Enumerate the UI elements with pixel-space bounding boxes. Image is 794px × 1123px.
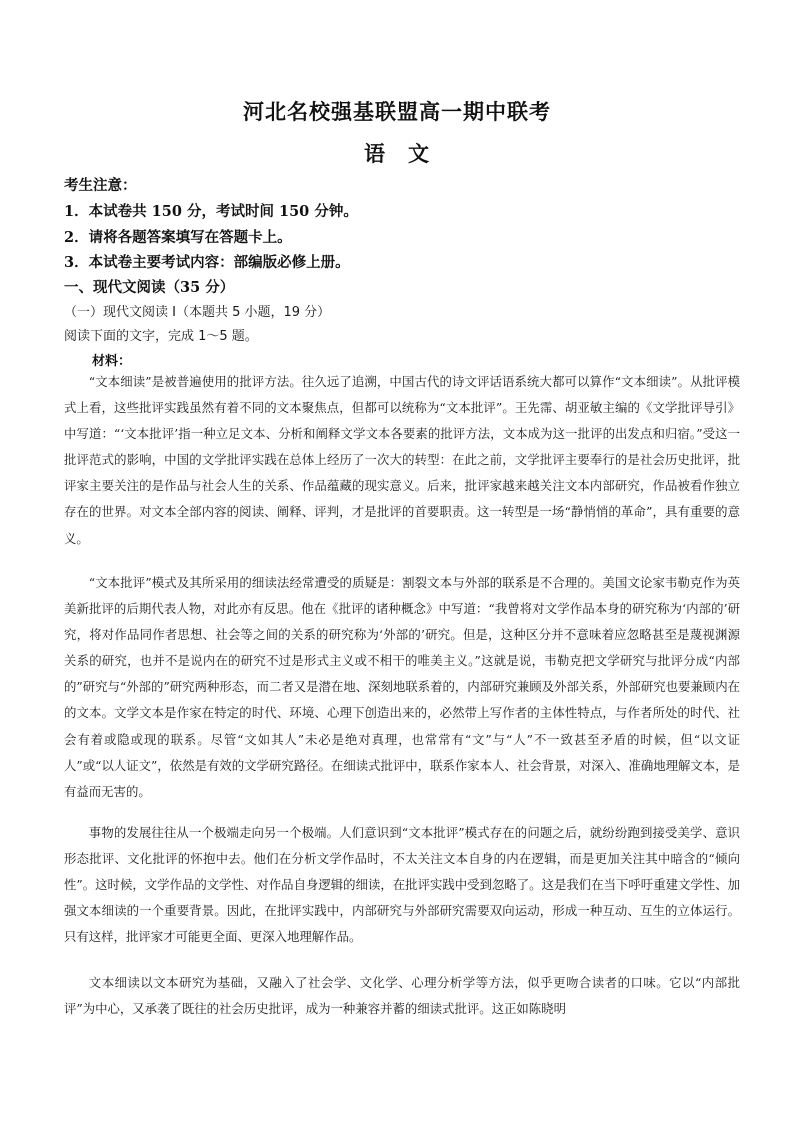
reading-instruction: 阅读下面的文字，完成 1～5 题。 — [64, 329, 258, 344]
paragraph-1: “文本细读”是被普遍使用的批评方法。往久远了追溯，中国古代的诗文评话语系统大都可以算作“文本细读”。从批评模式上看，这些批评实践虽然有着不同的文本聚焦点，但都可以统称为“文本批评”。王先霈、胡亚敏主编的《文学批评导引》中写道：“‘文本批评’指一种立足文本、分析和阐释文学文本各要素的批评方法，文本成为这一批评的出发点和归宿。”受这一批评范式的影响，中国的文学批评实践在总体上经历了一次大的转型：在此之前，文学批评主要奉行的是社会历史批评，批评家主要关注的是作品与社会人生的关系、作品蕴藏的现实意义。后来，批评家越来越关注文本内部研究，作品被看作独立存在的世界。对文本全部内容的阅读、阐释、评判，才是批评的首要职责。这一转型是一场“静悄悄的革命”，具有重要的意义。 — [64, 374, 740, 546]
subject-title: 语 文 — [364, 141, 430, 166]
material-label: 材料： — [92, 354, 132, 369]
subsection-heading: （一）现代文阅读 I（本题共 5 小题，19 分） — [64, 305, 331, 320]
notice-item: 2．请将各题答案填写在答题卡上。 — [64, 229, 292, 246]
section-heading: 一、现代文阅读（35 分） — [64, 279, 235, 296]
notice-item: 1．本试卷共 150 分，考试时间 150 分钟。 — [64, 203, 358, 220]
notice-heading: 考生注意： — [64, 177, 137, 194]
paragraph-3: 事物的发展往往从一个极端走向另一个极端。人们意识到“文本批评”模式存在的问题之后，就纷纷跑到接受美学、意识形态批评、文化批评的怀抱中去。他们在分析文学作品时，不太关注文本自身的内在逻辑，而是更加关注其中暗含的“倾向性”。这时候，文学作品的文学性、对作品自身逻辑的细读，在批评实践中受到忽略了。这是我们在当下呼吁重建文学性、加强文本细读的一个重要背景。因此，在批评实践中，内部研究与外部研究需要双向运动，形成一种互动、互生的立体运行。只有这样，批评家才可能更全面、更深入地理解作品。 — [64, 825, 740, 945]
notice-item: 3．本试卷主要考试内容：部编版必修上册。 — [64, 254, 350, 271]
paragraph-2: “文本批评”模式及其所采用的细读法经常遭受的质疑是：割裂文本与外部的联系是不合理的。美国文论家韦勒克作为英美新批评的后期代表人物，对此亦有反思。他在《批评的诸种概念》中写道：“我曾将对文学作品本身的研究称为‘内部的’研究，将对作品同作者思想、社会等之间的关系的研究称为‘外部的’研究。但是，这种区分并不意味着应忽略甚至是蔑视渊源关系的研究，也并不是说内在的研究不过是形式主义或不相干的唯美主义。”这就是说，韦勒克把文学研究与批评分成“内部的”研究与“外部的”研究两种形态，而二者又是潜在地、深刻地联系着的，内部研究兼顾及外部关系，外部研究也要兼顾内在的文本。文学文本是作家在特定的时代、环境、心理下创造出来的，必然带上写作者的主体性特点，与作者所处的时代、社会有着或隐或现的联系。尽管“文如其人”未必是绝对真理，也常常有“文”与“人”不一致甚至矛盾的时候，但“以文证人”或“以人证文”，依然是有效的文学研究路径。在细读式批评中，联系作家本人、社会背景，对深入、准确地理解文本，是有益而无害的。 — [64, 575, 740, 799]
exam-title: 河北名校强基联盟高一期中联考 — [243, 99, 551, 124]
paragraph-4: 文本细读以文本研究为基础，又融入了社会学、文化学、心理分析学等方法，似乎更吻合读者的口味。它以“内部批评”为中心，又承袭了既往的社会历史批评，成为一种兼容并蓄的细读式批评。这正如陈晓明 — [64, 975, 740, 1017]
